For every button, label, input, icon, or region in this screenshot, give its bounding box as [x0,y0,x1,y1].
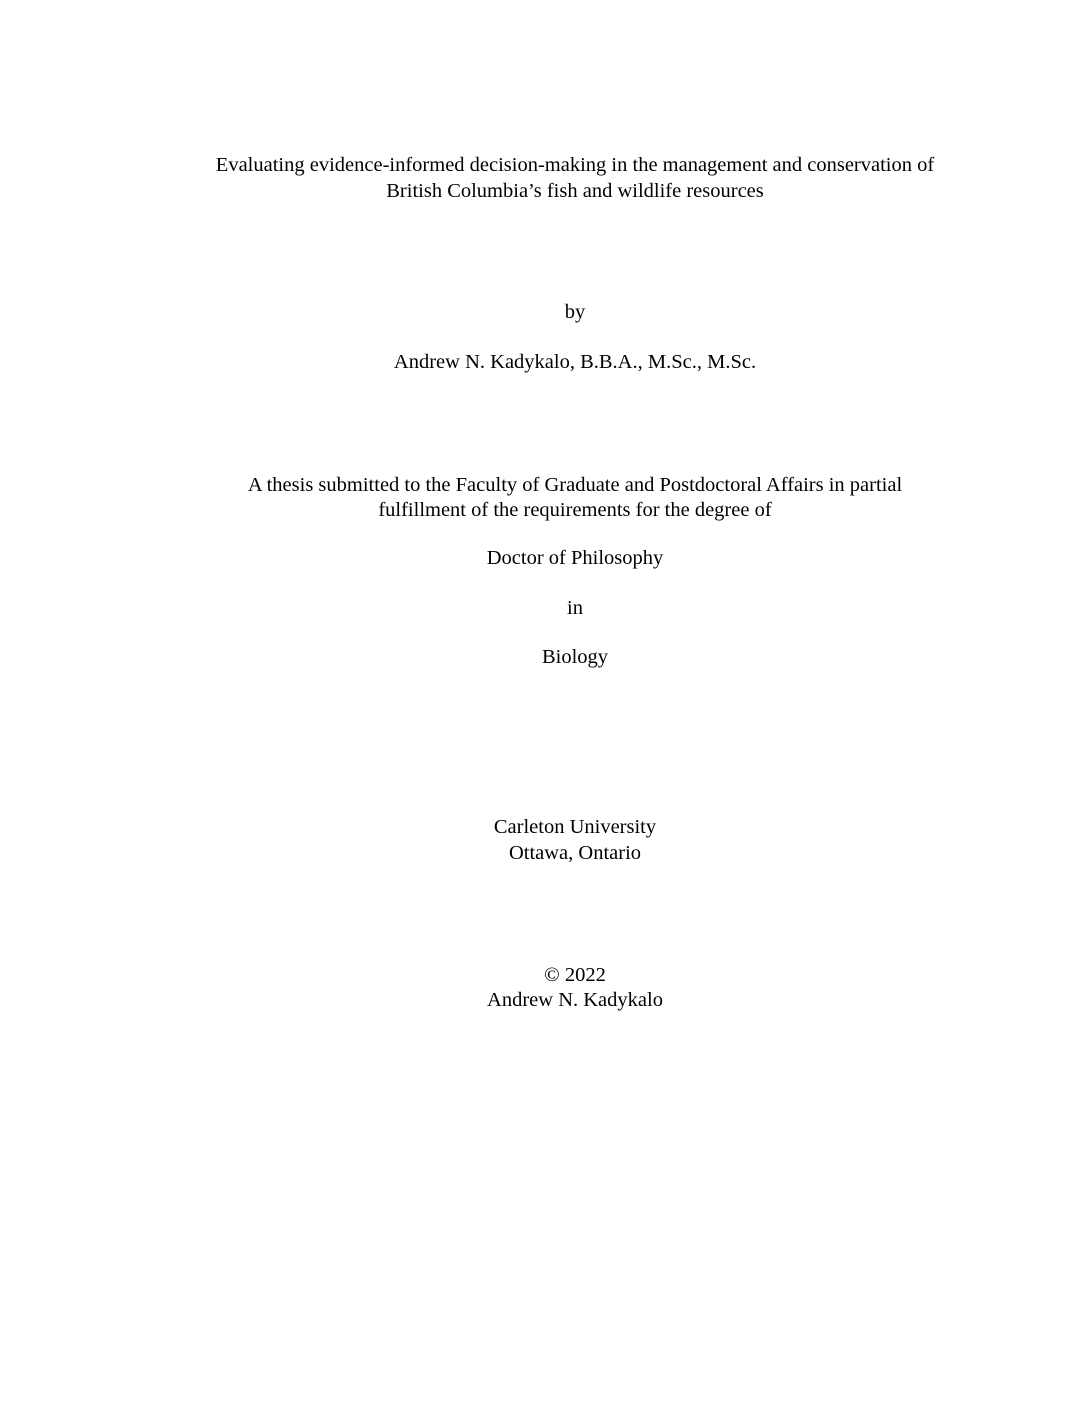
copyright-holder: Andrew N. Kadykalo [487,989,663,1011]
copyright-notice: © 2022 [544,964,606,986]
by-label: by [564,301,586,323]
thesis-title-line-2: British Columbia’s fish and wildlife resources [386,180,764,202]
university-location: Ottawa, Ontario [508,842,642,864]
thesis-statement-line-1: A thesis submitted to the Faculty of Graduate and Postdoctoral Affairs in partial [247,474,903,496]
thesis-title-line-1: Evaluating evidence-informed decision-making in the management and conservation of [215,154,935,176]
discipline-name: Biology [541,646,609,668]
university-name: Carleton University [493,816,657,838]
thesis-statement-line-2: fulfillment of the requirements for the degree of [378,499,772,521]
degree-name: Doctor of Philosophy [486,547,664,569]
author-name: Andrew N. Kadykalo, B.B.A., M.Sc., M.Sc. [393,351,757,373]
in-label: in [567,597,583,619]
